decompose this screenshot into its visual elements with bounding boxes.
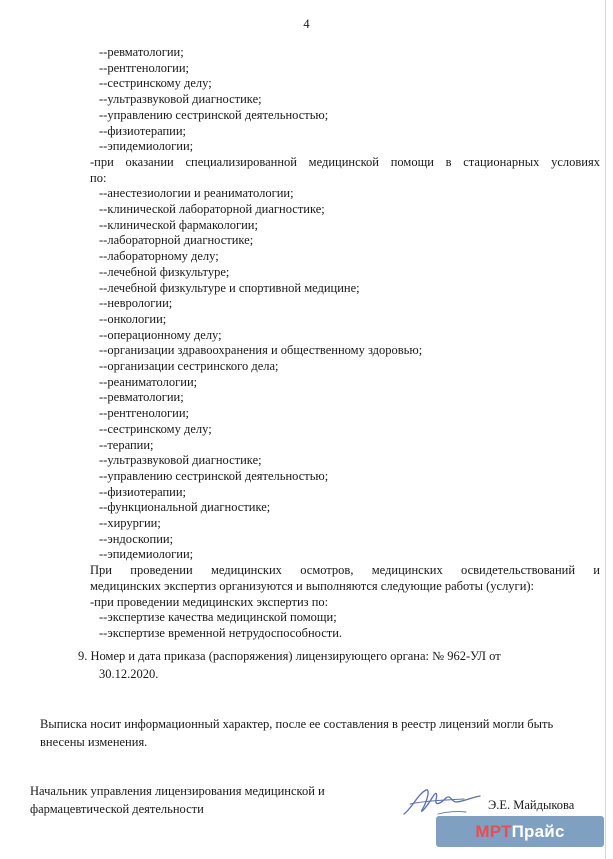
signatory-name: Э.Е. Майдыкова xyxy=(488,798,575,812)
service-line: --физиотерапии; xyxy=(99,123,187,138)
service-line: --сестринскому делу; xyxy=(99,421,212,436)
service-line: --рентгенологии; xyxy=(99,406,190,421)
service-line: --экспертизе временной нетрудоспособности. xyxy=(99,625,343,640)
service-line: --эпидемиологии; xyxy=(99,139,194,154)
service-line: --физиотерапии; xyxy=(99,484,187,499)
page-number: 4 xyxy=(303,17,310,31)
service-line: --клинической фармакологии; xyxy=(99,217,258,232)
service-line: по: xyxy=(90,170,107,185)
note-line-2: внесены изменения. xyxy=(40,735,148,749)
service-line: --экспертизе качества медицинской помощи; xyxy=(99,610,337,625)
service-line: --ультразвуковой диагностике; xyxy=(99,92,262,107)
service-line: --эпидемиологии; xyxy=(99,547,194,562)
watermark-text-part1: МРТ xyxy=(475,822,512,841)
service-line: --функциональной диагностике; xyxy=(99,500,271,515)
service-line: --управлению сестринской деятельностью; xyxy=(99,107,329,122)
item-9-line-1: 9. Номер и дата приказа (распоряжения) лицензирующего органа: № 962-УЛ от xyxy=(78,649,501,663)
service-line: --лабораторной диагностике; xyxy=(99,233,254,248)
service-line: --ультразвуковой диагностике; xyxy=(99,453,262,468)
service-line: --операционному делу; xyxy=(99,327,222,342)
note-line-1: Выписка носит информационный характер, после ее составления в реестр лицензий могли быть xyxy=(40,717,554,731)
service-line: --лечебной физкультуре и спортивной медицине; xyxy=(99,280,360,295)
signatory-title-line-1: Начальник управления лицензирования медицинской и xyxy=(30,784,325,798)
service-line: --организации сестринского дела; xyxy=(99,359,279,373)
service-line: --лабораторному делу; xyxy=(99,249,219,264)
service-line: -при проведении медицинских экспертиз по: xyxy=(90,594,329,609)
service-line: --онкологии; xyxy=(99,311,167,326)
item-9-line-2: 30.12.2020. xyxy=(99,667,159,681)
service-line: --рентгенологии; xyxy=(99,60,190,75)
service-line: -при оказании специализированной медицинской помощи в стационарных условиях xyxy=(90,154,600,169)
service-line: При проведении медицинских осмотров, медицинских освидетельствований и xyxy=(90,563,600,578)
service-line: --организации здравоохранения и общественному здоровью; xyxy=(99,343,423,358)
service-line: --ревматологии; xyxy=(99,45,184,59)
service-line: --анестезиологии и реаниматологии; xyxy=(99,186,294,201)
service-line: --ревматологии; xyxy=(99,390,184,405)
mrtprice-watermark xyxy=(436,816,604,847)
service-line: --клинической лабораторной диагностике; xyxy=(99,202,325,216)
service-line: --реаниматологии; xyxy=(99,374,198,389)
service-line: --неврологии; xyxy=(99,296,173,311)
service-line: --лечебной физкультуре; xyxy=(99,264,230,279)
page-edge-line xyxy=(605,0,606,859)
signatory-title-line-2: фармацевтической деятельности xyxy=(30,802,204,816)
watermark-text-part2: Прайс xyxy=(511,822,565,841)
service-line: --хирургии; xyxy=(99,516,161,530)
service-line: --сестринскому делу; xyxy=(99,76,212,91)
service-line: --управлению сестринской деятельностью; xyxy=(99,468,329,483)
service-line: --эндоскопии; xyxy=(99,531,174,546)
service-line: медицинских экспертиз организуются и выполняются следующие работы (услуги): xyxy=(90,578,535,593)
service-line: --терапии; xyxy=(99,437,154,452)
